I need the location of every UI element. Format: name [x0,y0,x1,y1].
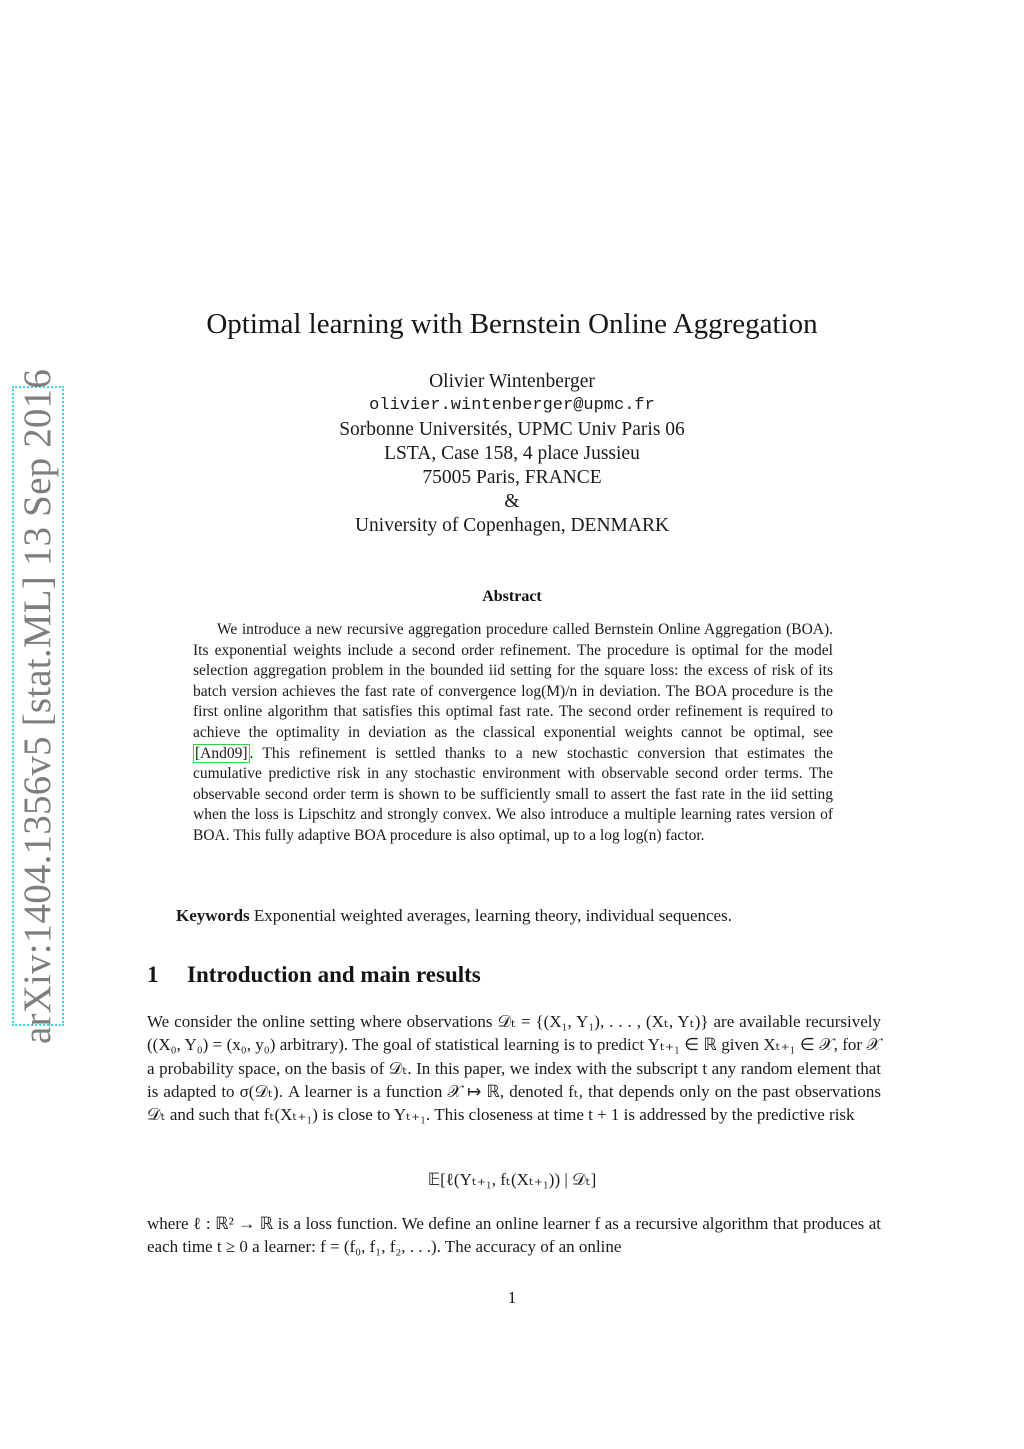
abstract-part-2: . This refinement is settled thanks to a new stochastic conversion that estimates the cumulative predictive risk in any stochastic environment with observable second order terms. The observable second order term is shown to be sufficiently small to assert the fast rate in the iid setting when the loss is Lipschitz and strongly convex. We also introduce a multiple learning rates version of BOA. This fully adaptive BOA procedure is also optimal, up to a log log(n) factor. [193,744,833,844]
section-heading [147,962,481,988]
page-number: 1 [507,1288,517,1307]
arxiv-stamp-text: arXiv:1404.1356v5 [stat.ML] 13 Sep 2016 [16,368,60,1044]
address-1: LSTA, Case 158, 4 place Jussieu [384,443,640,464]
abstract-heading: Abstract [482,588,542,605]
abstract-text [193,620,833,847]
keywords-label: Keywords [176,906,250,925]
affiliation-1: Sorbonne Universités, UPMC Univ Paris 06 [339,419,685,440]
keywords-text: Exponential weighted averages, learning theory, individual sequences. [249,906,732,925]
author-name: Olivier Wintenberger [429,371,595,392]
keywords-line [176,906,876,926]
ampersand: & [504,491,520,512]
citation-link[interactable]: [And09] [195,744,248,762]
section-number: 1 [147,962,159,987]
predictive-risk-equation: 𝔼[ℓ(Yₜ₊₁, fₜ(Xₜ₊₁)) | 𝒟ₜ] [427,1170,597,1189]
address-2: 75005 Paris, FRANCE [422,467,602,488]
paper-title: Optimal learning with Bernstein Online Aggregation [206,308,818,340]
paragraph-1: We consider the online setting where observations 𝒟ₜ = {(X₁, Y₁), . . . , (Xₜ, Yₜ)} are available recursively ((X₀, Y₀) = (x₀, y₀) arbitrary). The goal of statistical learning is to predict Yₜ₊₁ ∈ ℝ given Xₜ₊₁ ∈ 𝒳, for 𝒳 a probability space, on the basis of 𝒟ₜ. In this paper, we index with the subscript t any random element that is adapted to σ(𝒟ₜ). A learner is a function 𝒳 ↦ ℝ, denoted fₜ, that depends only on the past observations 𝒟ₜ and such that fₜ(Xₜ₊₁) is close to Yₜ₊₁. This closeness at time t + 1 is addressed by the predictive risk [147,1012,881,1125]
author-block [0,370,1024,538]
affiliation-2: University of Copenhagen, DENMARK [354,515,670,536]
abstract-part-1: We introduce a new recursive aggregation procedure called Bernstein Online Aggregation (BOA). Its exponential weights include a second order refinement. The procedure is optimal for the model selection aggregation problem in the bounded iid setting for the square loss: the excess of risk of its batch version achieves the fast rate of convergence log(M)/n in deviation. The BOA procedure is the first online algorithm that satisfies this optimal fast rate. The second order refinement is required to achieve the optimality in deviation as the classical exponential weights cannot be optimal, see [193,621,833,741]
section-title: Introduction and main results [187,962,481,987]
author-email[interactable]: olivier.wintenberger@upmc.fr [369,396,655,415]
paragraph-2: where ℓ : ℝ² → ℝ is a loss function. We define an online learner f as a recursive algorithm that produces at each time t ≥ 0 a learner: f = (f₀, f₁, f₂, . . .). The accuracy of an online [147,1214,881,1257]
